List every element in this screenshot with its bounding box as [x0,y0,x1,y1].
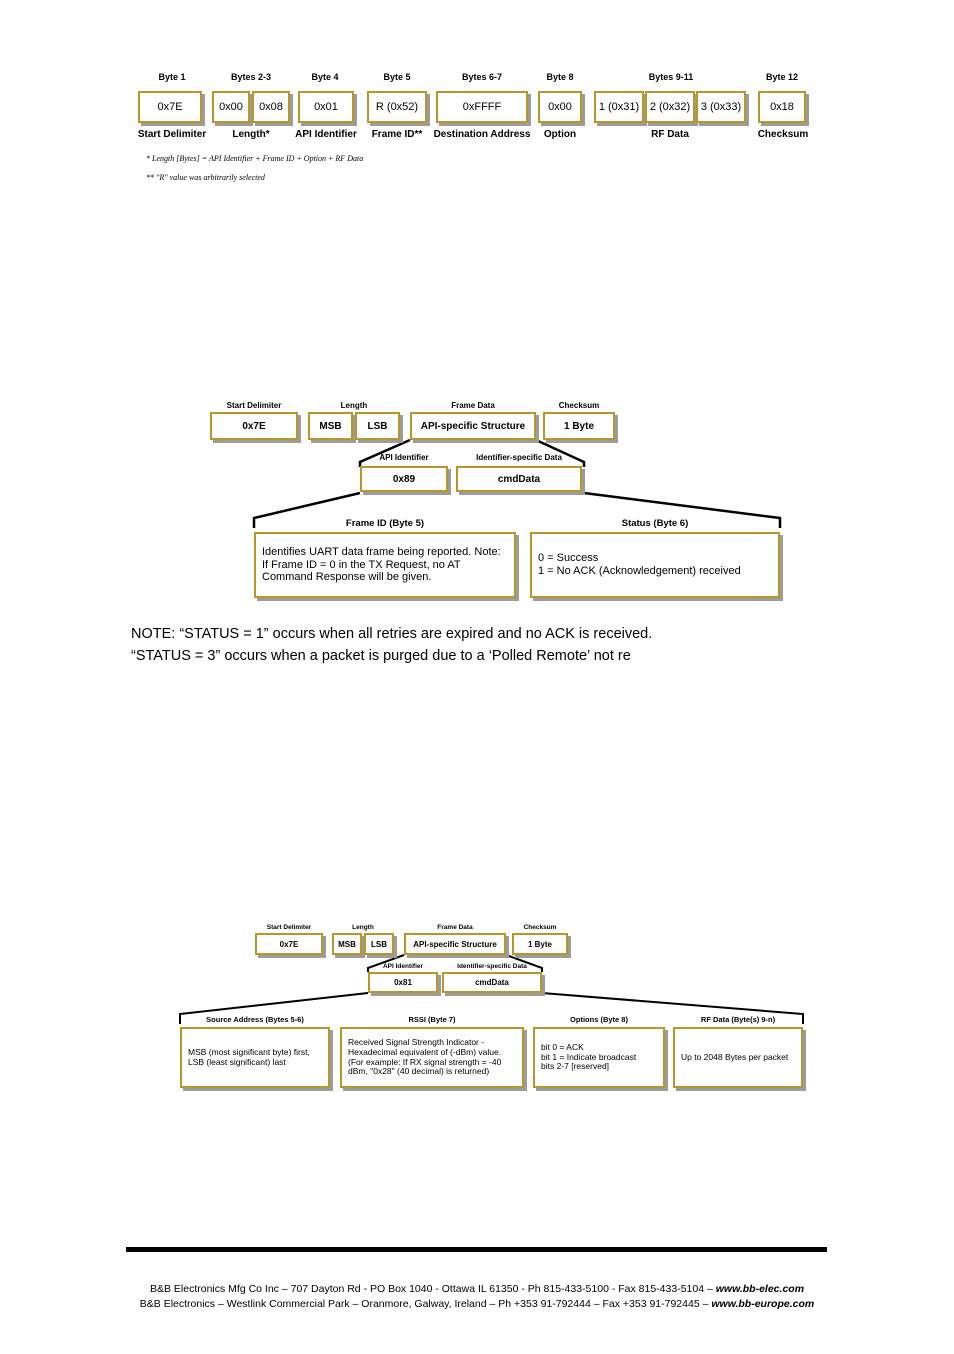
footer-us-url[interactable]: www.bb-elec.com [715,1283,805,1295]
footer-us-address [0,1283,954,1295]
checksum-header: Checksum [523,924,557,931]
rf-data-description: Up to 2048 Bytes per packet [673,1027,803,1088]
frame-data-header: Frame Data [437,924,473,931]
length-msb-box: MSB [308,412,353,440]
cmd-data-box: cmdData [442,972,542,993]
checksum-box: 1 Byte [512,933,568,955]
frame-id-footnote: ** "R" value was arbitrarily selected [146,173,265,182]
footer-eu-text: B&B Electronics – Westlink Commercial Park – Oranmore, Galway, Ireland – Ph +353 91-792444 – Fax +353 91-792445 – [139,1298,712,1310]
rf-data-byte: 1 (0x31) [594,91,644,123]
option-value: 0x00 [538,91,582,123]
api-identifier-box: 0x89 [360,466,448,492]
checksum-header: Checksum [558,401,600,410]
api-identifier-value: 0x01 [298,91,354,123]
length-lsb-box: LSB [364,933,394,955]
byte-header: Bytes 6-7 [461,72,503,82]
source-address-label: Source Address (Bytes 5-6) [206,1015,304,1024]
api-structure-box: API-specific Structure [410,412,536,440]
rf-data-byte: 3 (0x33) [696,91,746,123]
start-delimiter-header: Start Delimiter [266,924,312,931]
length-lsb-value: 0x08 [252,91,290,123]
checksum-value: 0x18 [758,91,806,123]
checksum-box: 1 Byte [543,412,615,440]
length-msb-box: MSB [332,933,362,955]
field-caption: RF Data [651,129,689,140]
footer-eu-address [0,1298,954,1310]
frame-id-description: Identifies UART data frame being reported. Note: If Frame ID = 0 in the TX Request, no AT Command Response will be given. [254,532,516,598]
byte-header: Byte 5 [383,72,411,82]
byte-header: Byte 4 [311,72,339,82]
byte-header: Byte 1 [158,72,186,82]
options-reserved-line: bits 2-7 [reserved] [541,1061,610,1072]
rssi-label: RSSI (Byte 7) [408,1015,456,1024]
rf-data-byte: 2 (0x32) [645,91,695,123]
field-caption: Length* [232,129,270,140]
start-delimiter-header: Start Delimiter [226,401,282,410]
footer-us-text: B&B Electronics Mfg Co Inc – 707 Dayton Rd - PO Box 1040 - Ottawa IL 61350 - Ph 815-433-5100 - Fax 815-433-5104 – [149,1283,716,1295]
options-description [533,1027,665,1088]
byte-header: Bytes 9-11 [648,72,694,82]
byte-header: Byte 12 [765,72,799,82]
api-structure-box: API-specific Structure [404,933,506,955]
options-broadcast-line: bit 1 = Indicate broadcast [541,1051,637,1062]
length-footnote: * Length [Bytes] = API Identifier + Frame ID + Option + RF Data [146,154,364,163]
byte-header: Byte 8 [546,72,574,82]
field-caption: Option [543,129,577,140]
field-caption: Frame ID** [371,129,423,140]
rssi-description: Received Signal Strength Indicator - Hexadecimal equivalent of (-dBm) value. (For example: If RX signal strength = -40 dBm, "0x28" (40 decimal) is returned) [340,1027,524,1088]
length-lsb-box: LSB [355,412,400,440]
length-msb-value: 0x00 [212,91,250,123]
api-identifier-label: API Identifier [382,963,424,970]
length-header: Length [340,401,368,410]
source-address-description: MSB (most significant byte) first, LSB (least significant) last [180,1027,330,1088]
frame-id-value: R (0x52) [367,91,427,123]
start-delimiter-box: 0x7E [255,933,323,955]
api-identifier-box: 0x81 [368,972,438,993]
start-delimiter-value: 0x7E [138,91,202,123]
destination-address-value: 0xFFFF [436,91,528,123]
options-label: Options (Byte 8) [570,1015,628,1024]
frame-id-label: Frame ID (Byte 5) [345,518,425,529]
field-caption: Checksum [757,129,809,140]
frame-data-header: Frame Data [451,401,495,410]
options-ack-line: bit 0 = ACK [541,1041,584,1052]
cmd-data-box: cmdData [456,466,582,492]
rf-data-label: RF Data (Byte(s) 9-n) [700,1015,776,1024]
field-caption: Destination Address [433,129,531,140]
start-delimiter-box: 0x7E [210,412,298,440]
status-success-line: 0 = Success [538,552,599,565]
footer-eu-url[interactable]: www.bb-europe.com [711,1298,815,1310]
status-note-line-1: NOTE: “STATUS = 1” occurs when all retries are expired and no ACK is received. [131,626,653,642]
identifier-data-label: Identifier-specific Data [476,453,562,462]
status-label: Status (Byte 6) [621,518,689,529]
field-caption: Start Delimiter [137,129,207,140]
length-header: Length [352,924,374,931]
footer-rule [126,1247,827,1252]
status-no-ack-line: 1 = No ACK (Acknowledgement) received [538,565,741,577]
field-caption: API Identifier [295,129,357,140]
status-note-line-2: “STATUS = 3” occurs when a packet is purged due to a ‘Polled Remote’ not re [131,648,631,664]
identifier-data-label: Identifier-specific Data [457,963,527,970]
byte-header: Bytes 2-3 [230,72,272,82]
api-identifier-label: API Identifier [379,453,429,462]
